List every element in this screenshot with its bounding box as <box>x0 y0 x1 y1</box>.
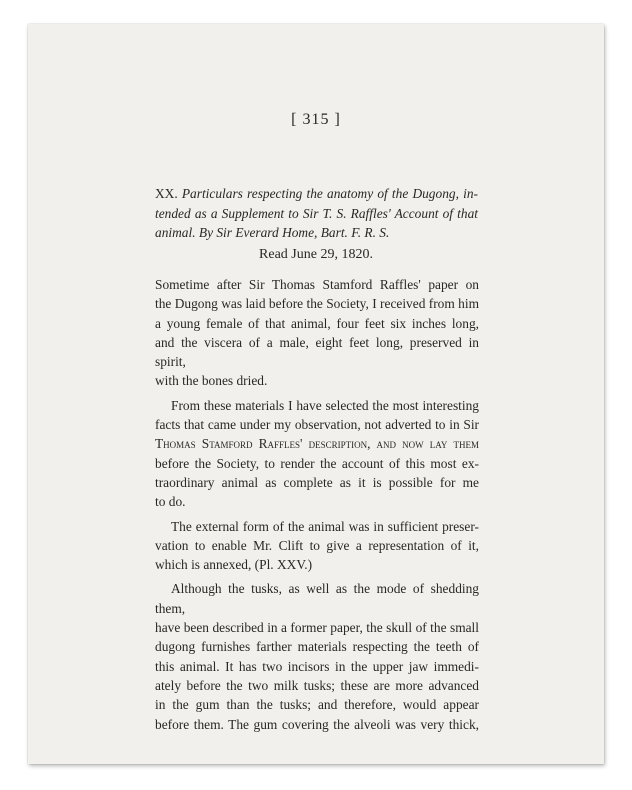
text-line: traordinary animal as complete as it is possible for me <box>155 474 479 490</box>
text-line: with the bones dried. <box>155 373 268 389</box>
text-line: dugong furnishes farther materials respecting the teeth of <box>155 639 479 655</box>
text-line: this animal. It has two incisors in the upper jaw immedi- <box>155 658 479 674</box>
paragraph-2 <box>155 396 479 512</box>
article-title <box>155 184 478 243</box>
text-line: in the gum than the tusks; and therefore, would appear <box>155 697 479 713</box>
article-numeral: XX. <box>155 186 178 201</box>
title-line-2: tended as a Supplement to Sir T. S. Raffles' Account of that <box>155 205 478 221</box>
text-line: the Dugong was laid before the Society, I received from him <box>155 296 479 312</box>
text-line: to do. <box>155 494 186 510</box>
show-through-text <box>148 132 478 154</box>
text-line: before the Society, to render the account of this most ex- <box>155 455 479 471</box>
text-line: a young female of that animal, four feet six inches long, <box>155 315 479 331</box>
text-line: ately before the two milk tusks; these are more advanced <box>155 677 479 693</box>
article-body <box>155 275 479 734</box>
text-line: which is annexed, (Pl. XXV.) <box>155 557 313 573</box>
text-line: before them. The gum covering the alveoli was very thick, <box>155 716 479 732</box>
text-line: Thomas Stamford Raffles' description, and now lay them <box>155 436 479 452</box>
paragraph-1 <box>155 275 479 391</box>
text-line: have been described in a former paper, the skull of the small <box>155 620 479 636</box>
paragraph-3 <box>155 517 479 575</box>
page-number: [ 315 ] <box>291 111 341 128</box>
text-line: The external form of the animal was in sufficient preser- <box>171 518 479 534</box>
text-line: facts that came under my observation, not adverted to in Sir <box>155 417 479 433</box>
text-line: Sometime after Sir Thomas Stamford Raffles' paper on <box>155 277 479 292</box>
read-date: Read June 29, 1820. <box>259 247 373 262</box>
text-line: Although the tusks, as well as the mode of shedding them, <box>155 581 479 616</box>
text-line: From these materials I have selected the most interesting <box>171 397 479 413</box>
title-line-3: animal. By Sir Everard Home, Bart. F. R. S. <box>155 225 390 240</box>
paragraph-4 <box>155 579 479 733</box>
text-line: and the viscera of a male, eight feet long, preserved in spirit, <box>155 334 479 370</box>
title-line-1: Particulars respecting the anatomy of the Dugong, in- <box>181 186 478 201</box>
text-line: vation to enable Mr. Clift to give a representation of it, <box>155 537 479 553</box>
book-page <box>28 24 604 764</box>
